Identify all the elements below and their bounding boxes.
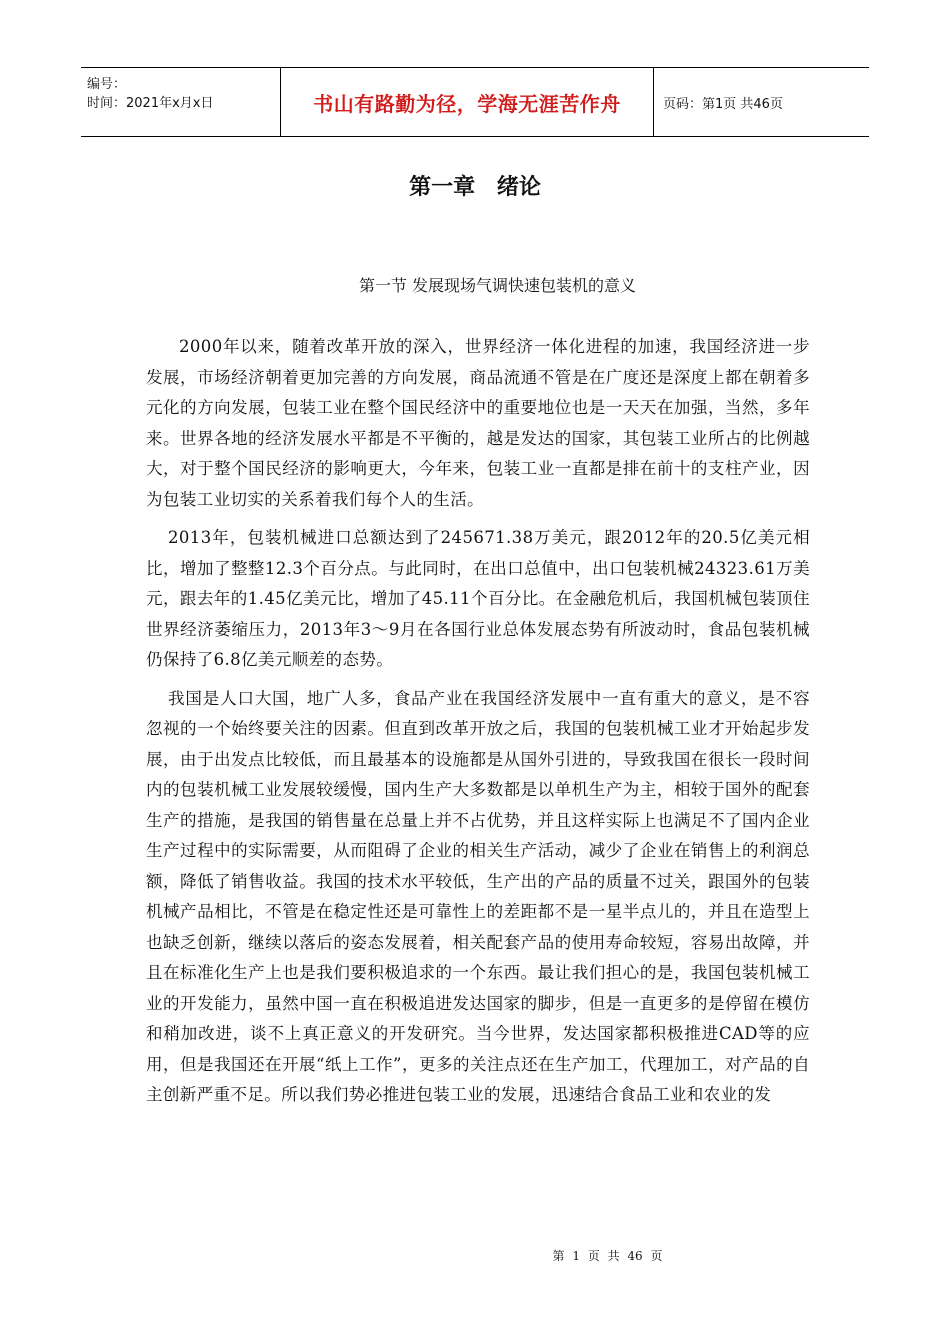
time-label: 时间：2021年x月x日 [87,96,214,111]
header-meta-cell [81,68,281,136]
chapter-title: 第一章 绪论 [409,175,541,200]
header-page-cell [654,68,869,136]
section-title: 第一节 发展现场气调快速包装机的意义 [358,276,637,295]
paragraph: 2013年，包装机械进口总额达到了245671.38万美元，跟2012年的20.5亿美元相比，增加了整整12.3个百分点。与此同时，在出口总值中，出口包装机械24323.61万美元，跟去年的1.45亿美元比，增加了45.11个百分比。在金融危机后，我国机械包装顶住世界经济萎缩压力，2013年3～9月在各国行业总体发展态势有所波动时，食品包装机械仍保持了6.8亿美元顺差的态势。 [146,528,810,669]
paragraph: 我国是人口大国，地广人多，食品产业在我国经济发展中一直有重大的意义，是不容忽视的一个始终要关注的因素。但直到改革开放之后，我国的包装机械工业才开始起步发展，由于出发点比较低，而且最基本的设施都是从国外引进的，导致我国在很长一段时间内的包装机械工业发展较缓慢，国内生产大多数都是以单机生产为主，相较于国外的配套生产的措施，是我国的销售量在总量上并不占优势，并且这样实际上也满足不了国内企业生产过程中的实际需要，从而阻碍了企业的相关生产活动，减少了企业在销售上的利润总额，降低了销售收益。我国的技术水平较低，生产出的产品的质量不过关，跟国外的包装机械产品相比，不管是在稳定性还是可靠性上的差距都不是一星半点儿的，并且在造型上也缺乏创新，继续以落后的姿态发展着，相关配套产品的使用寿命较短，容易出故障，并且在标准化生产上也是我们要积极追求的一个东西。最让我们担心的是，我国包装机械工业的开发能力，虽然中国一直在积极追进发达国家的脚步，但是一直更多的是停留在模仿和稍加改进，谈不上真正意义的开发研究。当今世界，发达国家都积极推进CAD等的应用，但是我国还在开展“纸上工作”，更多的关注点还在生产加工，代理加工，对产品的自主创新严重不足。所以我们势必推进包装工业的发展，迅速结合食品工业和农业的发 [146,688,810,1104]
paragraph: 2000年以来，随着改革开放的深入，世界经济一体化进程的加速，我国经济进一步发展，市场经济朝着更加完善的方向发展，商品流通不管是在广度还是深度上都在朝着多元化的方向发展，包装工业在整个国民经济中的重要地位也是一天天在加强，当然，多年来。世界各地的经济发展水平都是不平衡的，越是发达的国家，其包装工业所占的比例越大，对于整个国民经济的影响更大，今年来，包装工业一直都是排在前十的支柱产业，因为包装工业切实的关系着我们每个人的生活。 [146,337,810,509]
motto-text: 书山有路勤为径，学海无涯苦作舟 [313,91,621,116]
header-motto-cell [281,68,654,136]
page-footer: 第 1 页 共 46 页 [552,1249,663,1263]
number-label: 编号： [87,77,127,92]
document-header [81,67,869,137]
body-text [146,332,810,1119]
page-info: 页码：第1页 共46页 [663,96,783,112]
